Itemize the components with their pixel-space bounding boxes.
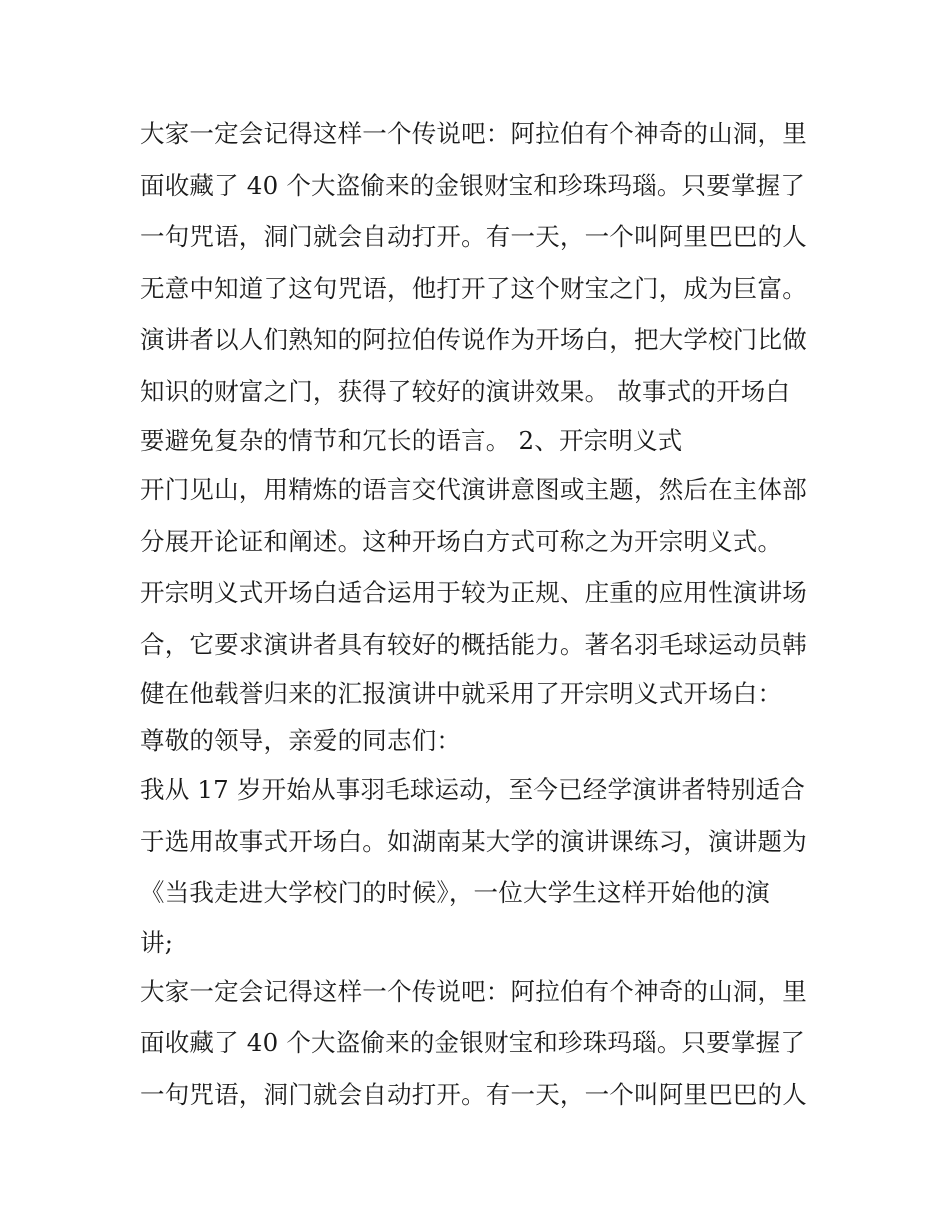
document-body <box>140 108 820 1120</box>
text-line: 一句咒语，洞门就会自动打开。有一天，一个叫阿里巴巴的人 <box>140 1079 807 1109</box>
text-line: 大家一定会记得这样一个传说吧：阿拉伯有个神奇的山洞，里 <box>140 119 807 148</box>
text-line: 要避免复杂的情节和冗长的语言。 2、开宗明义式 <box>140 426 683 455</box>
text-line: 一句咒语，洞门就会自动打开。有一天，一个叫阿里巴巴的人 <box>140 222 807 251</box>
text-line: 知识的财富之门，获得了较好的演讲效果。 故事式的开场白 <box>140 376 791 406</box>
text-line: 我从 17 岁开始从事羽毛球运动，至今已经学演讲者特别适合 <box>140 775 806 804</box>
text-line: 面收藏了 40 个大盗偷来的金银财宝和珍珠玛瑙。只要掌握了 <box>140 170 806 200</box>
text-line: 无意中知道了这句咒语，他打开了这个财宝之门，成为巨富。 <box>140 273 807 303</box>
text-line: 合，它要求演讲者具有较好的概括能力。著名羽毛球运动员韩 <box>140 629 807 659</box>
text-line: 尊敬的领导，亲爱的同志们： <box>140 726 462 755</box>
text-line: 《当我走进大学校门的时候》，一位大学生这样开始他的演 <box>140 878 770 907</box>
text-line: 于选用故事式开场白。如湖南某大学的演讲课练习，演讲题为 <box>140 826 807 856</box>
text-line: 开宗明义式开场白适合运用于较为正规、庄重的应用性演讲场 <box>140 578 807 607</box>
text-line: 健在他载誉归来的汇报演讲中就采用了开宗明义式开场白： <box>140 679 783 708</box>
text-line: 大家一定会记得这样一个传说吧：阿拉伯有个神奇的山洞，里 <box>140 976 807 1006</box>
text-line: 讲; <box>140 927 174 957</box>
text-line: 开门见山，用精炼的语言交代演讲意图或主题，然后在主体部 <box>140 475 807 504</box>
text-line: 演讲者以人们熟知的阿拉伯传说作为开场白，把大学校门比做 <box>140 325 807 354</box>
text-line: 分展开论证和阐述。这种开场白方式可称之为开宗明义式。 <box>140 526 783 556</box>
text-line: 面收藏了 40 个大盗偷来的金银财宝和珍珠玛瑙。只要掌握了 <box>140 1028 806 1057</box>
